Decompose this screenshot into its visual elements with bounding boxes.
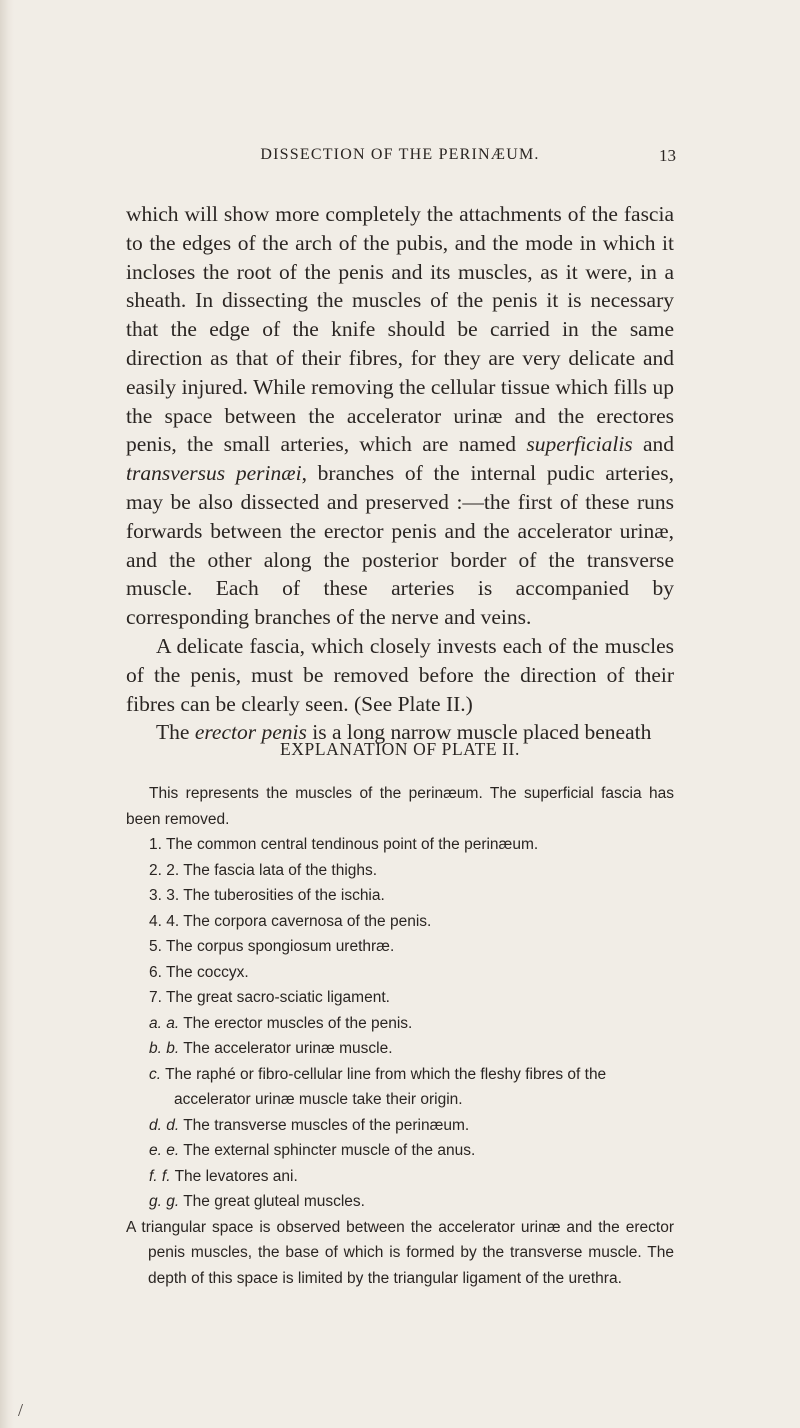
- explanation-item: [126, 1036, 674, 1062]
- text-run: The: [156, 720, 195, 745]
- explanation-item: [126, 1062, 674, 1113]
- paragraph-1: [126, 200, 674, 632]
- explanation-item: [126, 832, 674, 858]
- text-run: , branches of the internal pudic arteries, may be also dissected and preserved :—the first of these runs forwards between the erector penis and the accelerator urinæ, and the other along the posterior border of the transverse muscle. Each of these arteries is accompanied by corresponding branches of the nerve and veins.: [126, 461, 674, 630]
- item-key: g. g.: [149, 1193, 180, 1210]
- item-key: 1.: [149, 836, 162, 853]
- item-text: The coccyx.: [161, 963, 249, 981]
- explanation-item: [126, 883, 674, 909]
- stray-mark: /: [18, 1400, 24, 1420]
- item-text: The corpora cavernosa of the penis.: [179, 912, 432, 930]
- item-key: 4. 4.: [149, 912, 180, 930]
- text-run: which will show more completely the attachments of the fascia to the edges of the arch of the pubis, and the mode in which it incloses the root of the penis and its muscles, as it were, in a sheath. In dissecting the muscles of the penis it is necessary that the edge of the knife should be carried in the same direction as that of their fibres, for they are very delicate and easily injured. While removing the cellular tissue which fills up the space between the accelerator urinæ and the erectores penis, the small arteries, which are named: [126, 202, 674, 457]
- item-text: The common central tendinous point of the perinæum.: [161, 836, 539, 853]
- explanation-item: [126, 858, 674, 884]
- item-key: d. d.: [149, 1116, 180, 1134]
- explanation-closing: A triangular space is observed between the accelerator urinæ and the erector penis muscles, the base of which is formed by the transverse muscle. The depth of this space is limited by the triangular ligament of the urethra.: [126, 1218, 674, 1287]
- running-head: DISSECTION OF THE PERINÆUM.: [260, 146, 540, 163]
- page-header: [126, 146, 674, 170]
- text-run: is a long narrow muscle placed beneath: [306, 720, 652, 745]
- item-text: The erector muscles of the penis.: [179, 1014, 413, 1032]
- plate-explanation: [126, 739, 674, 1291]
- explanation-item: [126, 985, 674, 1011]
- item-text: The fascia lata of the thighs.: [179, 861, 378, 879]
- item-key: f. f.: [149, 1167, 171, 1185]
- page-number: 13: [659, 146, 676, 165]
- explanation-item: [126, 934, 674, 960]
- italic-term: superficialis: [526, 432, 633, 457]
- explanation-item: [126, 1164, 674, 1190]
- explanation-item: [126, 1189, 674, 1215]
- page-edge: [0, 0, 14, 1428]
- explanation-item: [126, 1113, 674, 1139]
- explanation-heading: EXPLANATION OF PLATE II.: [280, 739, 520, 759]
- explanation-item: [126, 1138, 674, 1164]
- item-text: The levatores ani.: [170, 1167, 298, 1185]
- explanation-item: [126, 960, 674, 986]
- item-key: c.: [149, 1065, 162, 1083]
- italic-term: erector penis: [194, 720, 307, 745]
- item-text: The great gluteal muscles.: [179, 1193, 365, 1210]
- item-key: 7.: [149, 989, 162, 1006]
- body-text: [126, 200, 674, 747]
- item-key: 2. 2.: [149, 861, 180, 879]
- item-text: The accelerator urinæ muscle.: [179, 1040, 393, 1057]
- explanation-intro: This represents the muscles of the perinæum. The superficial fascia has been removed.: [126, 785, 674, 828]
- item-key: e. e.: [149, 1142, 180, 1159]
- explanation-list: [126, 832, 674, 1215]
- item-key: b. b.: [149, 1040, 180, 1057]
- paragraph-2: A delicate fascia, which closely invests each of the muscles of the penis, must be removed before the direction of their fibres can be clearly seen. (See Plate II.): [126, 633, 674, 716]
- explanation-item: [126, 1011, 674, 1037]
- item-key: 6.: [149, 963, 162, 981]
- item-key: 3. 3.: [149, 887, 180, 904]
- item-key: a. a.: [149, 1014, 180, 1032]
- item-text: The great sacro-sciatic ligament.: [161, 989, 390, 1006]
- text-run: and: [632, 432, 675, 457]
- item-text: The raphé or fibro-cellular line from which the fleshy fibres of the accelerator urinæ muscle take their origin.: [161, 1065, 607, 1108]
- explanation-item: [126, 909, 674, 935]
- item-text: The transverse muscles of the perinæum.: [179, 1116, 470, 1134]
- italic-term: transversus perinæi: [126, 461, 302, 486]
- item-text: The external sphincter muscle of the anus.: [179, 1142, 476, 1159]
- item-key: 5.: [149, 938, 162, 955]
- item-text: The corpus spongiosum urethræ.: [161, 938, 395, 955]
- item-text: The tuberosities of the ischia.: [179, 887, 385, 904]
